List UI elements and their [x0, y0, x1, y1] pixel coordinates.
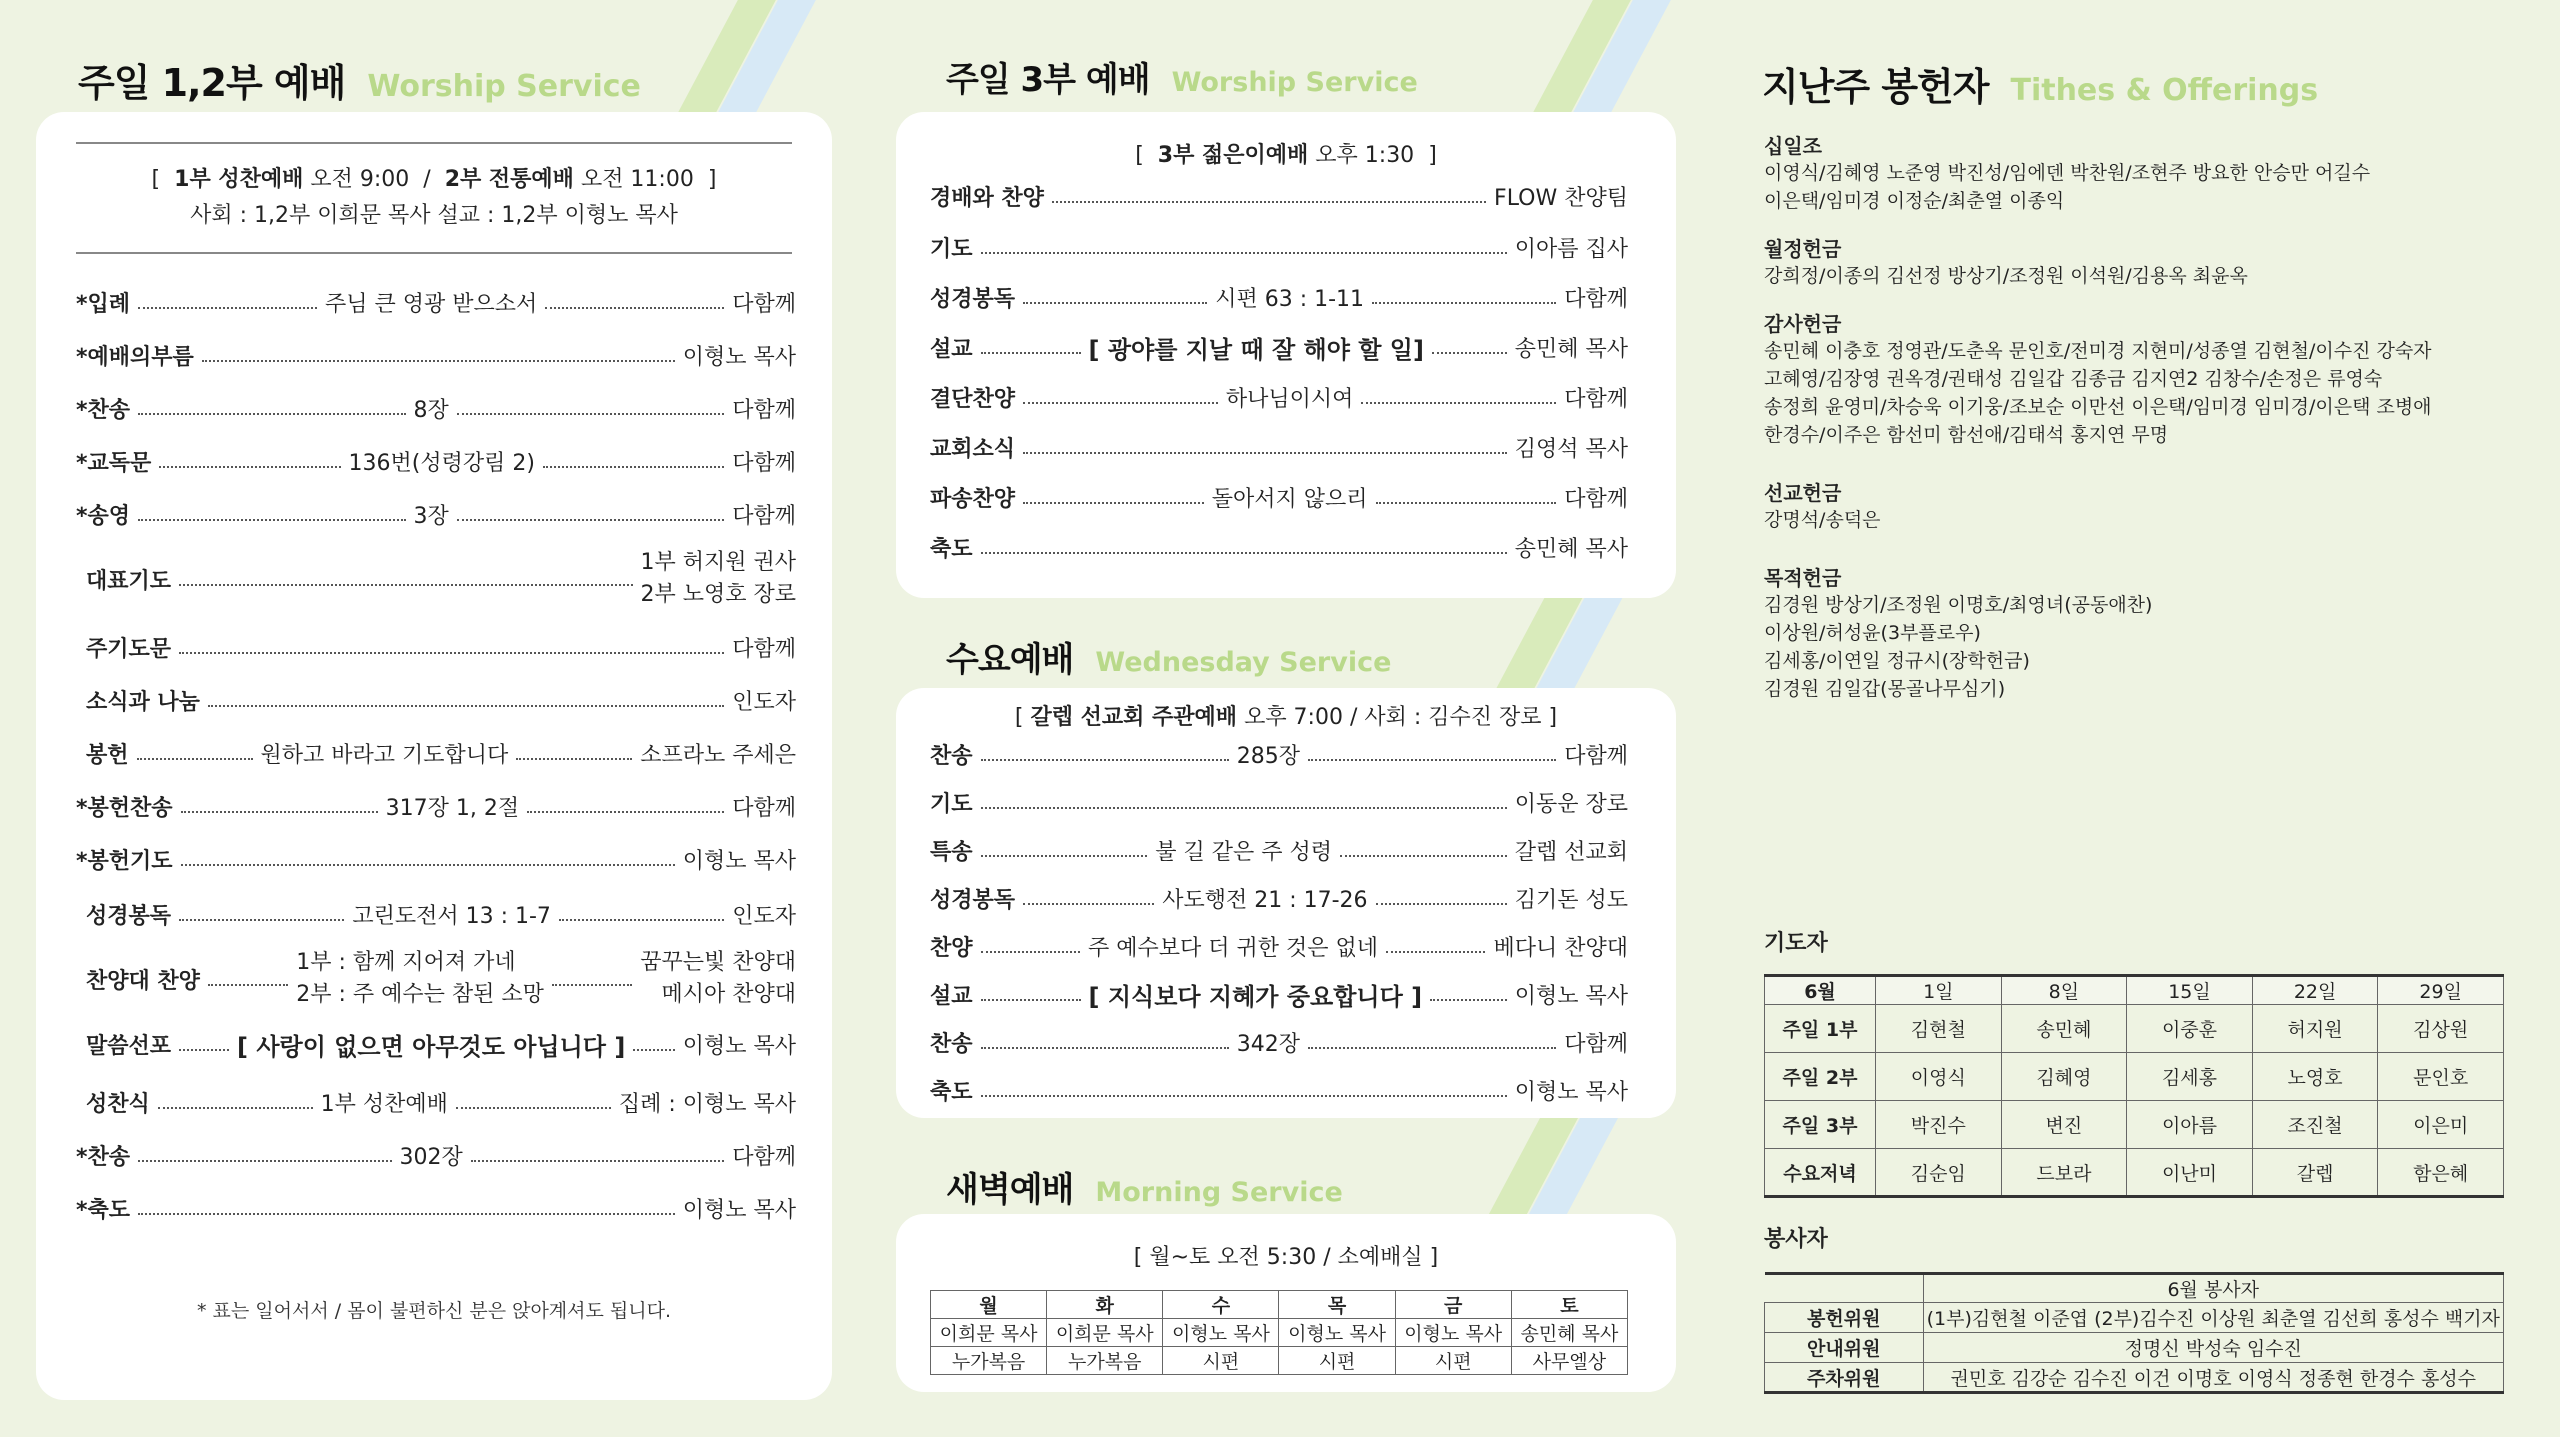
- wednesday-card: [896, 688, 1676, 1118]
- morning-table: [930, 1290, 1628, 1375]
- worship3-header: [ 3부 젊은이예배 오후 1:30 ]: [1135, 143, 1437, 168]
- offering-group-name: 월정헌금: [1764, 237, 1842, 261]
- day-cell: 월: [931, 1291, 1047, 1319]
- offering-group-name: 감사헌금: [1764, 312, 1842, 336]
- offering-group: [1764, 562, 2524, 703]
- section-title-ko: 지난주 봉헌자: [1762, 65, 1989, 109]
- morning-days-row: [931, 1291, 1628, 1319]
- morning-card: [896, 1214, 1676, 1392]
- order-row: 기도 이동운 장로: [930, 791, 1628, 817]
- leader-cell: 이형노 목사: [1279, 1319, 1395, 1347]
- offering-line: 강희정/이종의 김선정 방상기/조정원 이석원/김용옥 최윤옥: [1764, 265, 2248, 287]
- worship3-title: [946, 52, 1418, 101]
- morning-title: [946, 1162, 1343, 1211]
- leader-cell: 이형노 목사: [1163, 1319, 1279, 1347]
- order-row: 주기도문 다함께: [86, 636, 796, 662]
- order-row: 파송찬양 돌아서지 않으리 다함께: [930, 486, 1629, 512]
- order-row: *축도 이형노 목사: [76, 1197, 796, 1223]
- volunteers-table: [1764, 1272, 2504, 1394]
- leader-cell: 이희문 목사: [931, 1319, 1047, 1347]
- worship3-card: [896, 112, 1676, 598]
- volunteers-head-cell: 6월 봉사자: [1923, 1274, 2504, 1303]
- worship12-header-line1: [ 1부 성찬예배 오전 9:00 / 2부 전통예배 오전 11:00 ]: [151, 167, 717, 192]
- offering-line: 이상원/허성윤(3부플로우): [1764, 622, 1981, 644]
- wednesday-order: [930, 734, 1628, 1114]
- order-row: *봉헌찬송 317장 1, 2절 다함께: [76, 795, 797, 821]
- leader-cell: 이희문 목사: [1047, 1319, 1163, 1347]
- offering-group-name: 목적헌금: [1764, 566, 1842, 590]
- prayer-row: 주일 1부 김현철 송민혜 이중훈 허지원 김상원: [1765, 1005, 2504, 1053]
- section-title-ko: 수요예배: [946, 640, 1074, 680]
- order-row: 찬양대 찬양 1부 : 함께 지어져 가네 2부 : 주 예수는 참된 소망 꿈꾸는빛 찬양대 메시아 찬양대: [86, 950, 796, 1007]
- order-row: 성경봉독 시편 63 : 1-11 다함께: [930, 286, 1629, 312]
- prayer-head-cell: 29일: [2378, 976, 2504, 1005]
- offering-line: 송정희 윤영미/차승욱 이기웅/조보순 이만선 이은택/임미경 임미경/이은택 조병애: [1764, 396, 2432, 418]
- leader-cell: 송민혜 목사: [1511, 1319, 1627, 1347]
- morning-header: [ 월~토 오전 5:30 / 소예배실 ]: [1133, 1245, 1439, 1270]
- text-cell: 시편: [1163, 1347, 1279, 1375]
- offering-group-name: 선교헌금: [1764, 481, 1842, 505]
- offering-line: 김경원 방상기/조정원 이명호/최영녀(공동애찬): [1764, 594, 2153, 616]
- order-row: 기도 이아름 집사: [930, 236, 1628, 262]
- offerings-title: [1762, 56, 2318, 111]
- section-title-en: Wednesday Service: [1095, 647, 1392, 678]
- prayer-table: [1764, 974, 2504, 1198]
- order-row: *송영 3장 다함께: [76, 503, 796, 529]
- text-cell: 시편: [1395, 1347, 1511, 1375]
- offering-line: 이영식/김혜영 노준영 박진성/임에덴 박찬원/조현주 방요한 안승만 어길수: [1764, 162, 2371, 184]
- order-row: 성경봉독 고린도전서 13 : 1-7 인도자: [86, 903, 796, 929]
- section-title-en: Tithes & Offerings: [2010, 73, 2319, 108]
- order-row: 찬송 285장 다함께: [930, 743, 1628, 769]
- order-row: *찬송 8장 다함께: [76, 397, 796, 423]
- standing-note: * 표는 일어서서 / 몸이 불편하신 분은 앉아계셔도 됩니다.: [196, 1300, 672, 1322]
- order-row: *입례 주님 큰 영광 받으소서 다함께: [76, 291, 796, 317]
- divider: [76, 142, 792, 144]
- offering-group: [1764, 130, 2524, 215]
- prayer-head-row: [1765, 976, 2504, 1005]
- order-row: *봉헌기도 이형노 목사: [76, 848, 796, 874]
- order-row: *교독문 136번(성령강림 2) 다함께: [76, 450, 797, 476]
- worship12-title: [78, 52, 641, 107]
- morning-texts-row: [931, 1347, 1628, 1375]
- section-title-en: Worship Service: [367, 69, 641, 104]
- offering-group-name: 십일조: [1764, 134, 1822, 158]
- order-row: *예배의부름 이형노 목사: [76, 344, 796, 370]
- order-row: 특송 불 길 같은 주 성령 갈렙 선교회: [930, 839, 1628, 865]
- offering-line: 김경원 김일갑(몽골나무심기): [1764, 678, 2006, 700]
- order-row: 성경봉독 사도행전 21 : 17-26 김기돈 성도: [930, 887, 1629, 913]
- order-row: *찬송 302장 다함께: [76, 1144, 796, 1170]
- volunteers-title: 봉사자: [1764, 1227, 1828, 1252]
- section-title-en: Worship Service: [1171, 67, 1418, 98]
- order-row: 축도 이형노 목사: [930, 1079, 1628, 1105]
- offering-group: [1764, 308, 2524, 449]
- worship12-card: [36, 112, 832, 1400]
- section-title-en: Morning Service: [1095, 1177, 1343, 1208]
- prayer-row: 주일 2부 이영식 김혜영 김세홍 노영호 문인호: [1765, 1053, 2504, 1101]
- order-row: 성찬식 1부 성찬예배 집례 : 이형노 목사: [86, 1091, 796, 1117]
- offering-line: 한경수/이주은 함선미 함선애/김태석 홍지연 무명: [1764, 424, 2169, 446]
- divider: [76, 252, 792, 254]
- offering-line: 송민혜 이충호 정영관/도춘옥 문인호/전미경 지현미/성종열 김현철/이수진 강숙자: [1764, 340, 2432, 362]
- volunteer-row: 안내위원 정명신 박성숙 임수진: [1765, 1333, 2504, 1363]
- day-cell: 금: [1395, 1291, 1511, 1319]
- prayer-row: 주일 3부 박진수 변진 이아름 조진철 이은미: [1765, 1101, 2504, 1149]
- order-row: 설교 [ 지식보다 지혜가 중요합니다 ] 이형노 목사: [930, 982, 1628, 1011]
- order-row: 경배와 찬양 FLOW 찬양팀: [930, 185, 1628, 211]
- prayer-head-cell: 8일: [2001, 976, 2127, 1005]
- morning-leaders-row: [931, 1319, 1628, 1347]
- prayer-head-cell: 22일: [2252, 976, 2378, 1005]
- offering-line: 이은택/임미경 이정순/최춘열 이종익: [1764, 190, 2065, 212]
- offering-line: 강명석/송덕은: [1764, 509, 1881, 531]
- order-row: 대표기도 1부 허지원 권사 2부 노영호 장로: [86, 550, 796, 607]
- order-row: 찬양 주 예수보다 더 귀한 것은 없네 베다니 찬양대: [930, 935, 1628, 961]
- section-title-ko: 주일 3부 예배: [946, 60, 1150, 100]
- day-cell: 화: [1047, 1291, 1163, 1319]
- day-cell: 목: [1279, 1291, 1395, 1319]
- volunteer-row: 주차위원 권민호 김강순 김수진 이건 이명호 이영식 정종현 한경수 홍성수: [1765, 1363, 2504, 1393]
- day-cell: 수: [1163, 1291, 1279, 1319]
- prayer-head-cell: 1일: [1876, 976, 2002, 1005]
- day-cell: 토: [1511, 1291, 1627, 1319]
- text-cell: 사무엘상: [1511, 1347, 1627, 1375]
- prayer-head-cell: 6월: [1765, 976, 1876, 1005]
- section-title-ko: 새벽예배: [946, 1170, 1074, 1210]
- wednesday-title: [946, 632, 1391, 681]
- order-row: 축도 송민혜 목사: [930, 536, 1628, 562]
- order-row: 말씀선포 [ 사랑이 없으면 아무것도 아닙니다 ] 이형노 목사: [86, 1032, 796, 1061]
- order-row: 교회소식 김영석 목사: [930, 436, 1628, 462]
- worship3-order: [930, 176, 1628, 586]
- offering-line: 고혜영/김장영 권옥경/권태성 김일갑 김종금 김지연2 김창수/손정은 류영숙: [1764, 368, 2383, 390]
- order-row: 결단찬양 하나님이시여 다함께: [930, 386, 1629, 412]
- offering-line: 김세홍/이연일 정규시(장학헌금): [1764, 650, 2030, 672]
- leader-cell: 이형노 목사: [1395, 1319, 1511, 1347]
- section-title-ko: 주일 1,2부 예배: [78, 61, 346, 105]
- offerings-list: [1764, 114, 2524, 703]
- order-row: 봉헌 원하고 바라고 기도합니다 소프라노 주세은: [86, 742, 797, 768]
- worship12-header-line2: 사회 : 1,2부 이희문 목사 설교 : 1,2부 이형노 목사: [190, 203, 678, 228]
- volunteer-row: 봉헌위원 (1부)김현철 이준엽 (2부)김수진 이상원 최춘열 김선희 홍성수 백기자: [1765, 1303, 2504, 1333]
- worship12-order: [76, 282, 796, 1362]
- wednesday-header: [ 갈렙 선교회 주관예배 오후 7:00 / 사회 : 김수진 장로 ]: [1014, 705, 1558, 730]
- prayer-row: 수요저녁 김순임 드보라 이난미 갈렙 함은혜: [1765, 1149, 2504, 1197]
- text-cell: 누가복음: [931, 1347, 1047, 1375]
- prayer-title: 기도자: [1764, 931, 1828, 956]
- text-cell: 시편: [1279, 1347, 1395, 1375]
- order-row: 소식과 나눔 인도자: [86, 689, 796, 715]
- order-row: 찬송 342장 다함께: [930, 1031, 1628, 1057]
- text-cell: 누가복음: [1047, 1347, 1163, 1375]
- order-row: 설교 [ 광야를 지날 때 잘 해야 할 일] 송민혜 목사: [930, 335, 1628, 364]
- offering-group: [1764, 477, 2524, 534]
- offering-group: [1764, 233, 2524, 290]
- prayer-head-cell: 15일: [2127, 976, 2253, 1005]
- volunteers-head-row: [1765, 1274, 2504, 1303]
